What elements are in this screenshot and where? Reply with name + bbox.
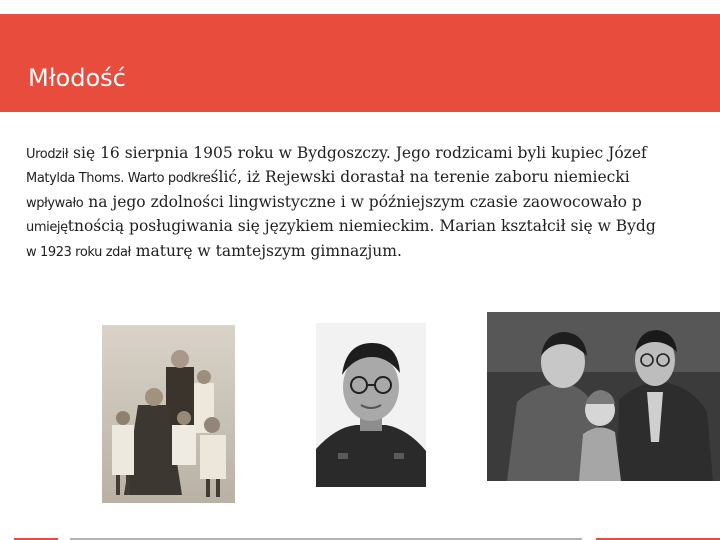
body-line-lead: w 1923 roku zdał <box>26 244 131 260</box>
body-line-lead: Urodził <box>26 147 69 162</box>
body-line <box>26 166 720 190</box>
family-couple-photo <box>487 312 720 481</box>
body-line-lead: wpływało <box>26 195 84 211</box>
body-line-lead: umieję <box>26 220 68 236</box>
body-line <box>26 191 720 215</box>
body-line <box>26 215 720 239</box>
portrait-photo <box>316 323 426 487</box>
body-line-rest: maturę w tamtejszym gimnazjum. <box>130 241 402 260</box>
title-banner <box>0 14 720 112</box>
body-line-rest: tnością posługiwania się językiem niemieckim. Marian kształcił się w Bydg <box>67 217 656 236</box>
body-line-lead: Matylda Thoms. Warto podkre <box>26 171 211 187</box>
slide-title: Młodość <box>28 64 126 92</box>
family-photo <box>102 325 235 503</box>
body-line-rest: się 16 sierpnia 1905 roku w Bydgoszczy. Jego rodzicami byli kupiec Józef <box>68 144 647 162</box>
body-line-rest: na jego zdolności lingwistyczne i w późniejszym czasie zaowocowało p <box>83 192 642 211</box>
body-line <box>26 142 720 166</box>
body-line-rest: ślić, iż Rejewski dorastał na terenie zaboru niemiecki <box>210 168 630 187</box>
body-line <box>26 240 720 264</box>
slide-body-text <box>26 142 720 264</box>
